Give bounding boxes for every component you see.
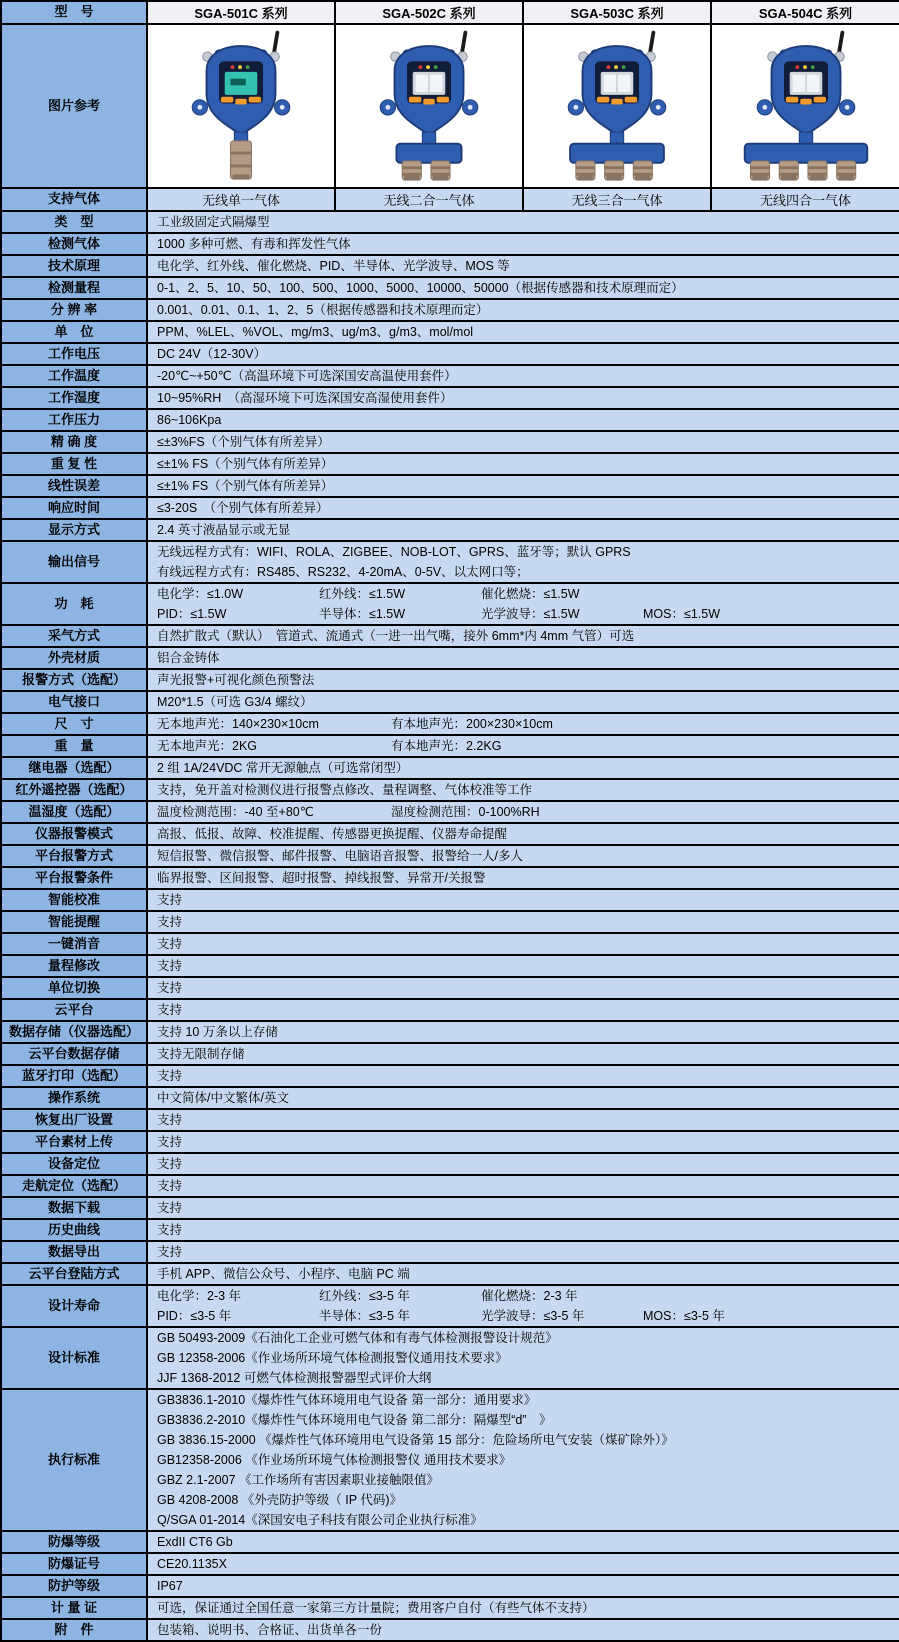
spec-row-label: 工作电压 bbox=[1, 343, 147, 365]
spec-value-segment: 包装箱、说明书、合格证、出货单各一份 bbox=[157, 1623, 383, 1637]
spec-value-segment: 支持 bbox=[157, 1003, 183, 1017]
spec-row-value bbox=[147, 1109, 899, 1131]
spec-row-label: 显示方式 bbox=[1, 519, 147, 541]
spec-value-segment: 支持 bbox=[157, 1179, 183, 1193]
supported-gas-value: 无线二合一气体 bbox=[335, 188, 523, 211]
spec-row bbox=[1, 977, 899, 999]
spec-value-segment: GB3836.2-2010《爆炸性气体环境用电气设备 第二部分：隔爆型“d” 》 bbox=[157, 1413, 552, 1427]
spec-row-label: 功 耗 bbox=[1, 583, 147, 625]
spec-row-value bbox=[147, 757, 899, 779]
spec-value-segment: 10~95%RH （高湿环境下可选深国安高湿使用套件） bbox=[157, 391, 453, 405]
spec-row-label: 工作湿度 bbox=[1, 387, 147, 409]
spec-row-value bbox=[147, 431, 899, 453]
spec-value-segment: 支持 bbox=[157, 1201, 183, 1215]
spec-row-value bbox=[147, 299, 899, 321]
spec-row-value bbox=[147, 475, 899, 497]
spec-row-label: 蓝牙打印（选配） bbox=[1, 1065, 147, 1087]
spec-row-label: 平台报警方式 bbox=[1, 845, 147, 867]
spec-row-label: 防爆证号 bbox=[1, 1553, 147, 1575]
spec-row bbox=[1, 431, 899, 453]
spec-row-value bbox=[147, 233, 899, 255]
spec-value-segment: 2.4 英寸液晶显示或无显 bbox=[157, 523, 291, 537]
spec-row-label: 设备定位 bbox=[1, 1153, 147, 1175]
spec-value-segment: 催化燃烧：≤1.5W bbox=[481, 587, 580, 601]
spec-row bbox=[1, 1553, 899, 1575]
spec-row-value bbox=[147, 1285, 899, 1327]
spec-value-segment: 电化学：≤1.0W bbox=[157, 587, 244, 601]
spec-row bbox=[1, 801, 899, 823]
spec-row bbox=[1, 1043, 899, 1065]
spec-value-segment: 电化学、红外线、催化燃烧、PID、半导体、光学波导、MOS 等 bbox=[157, 259, 510, 273]
spec-row-value bbox=[147, 541, 899, 583]
spec-row bbox=[1, 1065, 899, 1087]
image-row bbox=[1, 24, 899, 188]
spec-row bbox=[1, 735, 899, 757]
spec-value-segment: 短信报警、微信报警、邮件报警、电脑语音报警、报警给一人/多人 bbox=[157, 849, 523, 863]
spec-row-label: 响应时间 bbox=[1, 497, 147, 519]
spec-row-value bbox=[147, 343, 899, 365]
spec-row-label: 一键消音 bbox=[1, 933, 147, 955]
model-header-label: 型 号 bbox=[1, 1, 147, 24]
spec-row-value bbox=[147, 977, 899, 999]
supported-gas-label: 支持气体 bbox=[1, 188, 147, 211]
spec-row-label: 单位切换 bbox=[1, 977, 147, 999]
spec-row-value bbox=[147, 583, 899, 625]
spec-row bbox=[1, 757, 899, 779]
spec-row-value bbox=[147, 1087, 899, 1109]
spec-row bbox=[1, 299, 899, 321]
spec-value-segment: GB 3836.15-2000 《爆炸性气体环境用电气设备第 15 部分：危险场所电气安装（煤矿除外）》 bbox=[157, 1433, 674, 1447]
spec-row-label: 云平台数据存储 bbox=[1, 1043, 147, 1065]
spec-row bbox=[1, 343, 899, 365]
spec-row bbox=[1, 911, 899, 933]
spec-row-value bbox=[147, 277, 899, 299]
spec-value-segment: 支持 bbox=[157, 1135, 183, 1149]
spec-row-label: 采气方式 bbox=[1, 625, 147, 647]
spec-value-segment: 手机 APP、微信公众号、小程序、电脑 PC 端 bbox=[157, 1267, 410, 1281]
spec-row-value bbox=[147, 1553, 899, 1575]
spec-value-segment: 自然扩散式（默认） 管道式、流通式（一进一出气嘴，接外 6mm*内 4mm 气管）可选 bbox=[157, 629, 635, 643]
spec-row-label: 平台素材上传 bbox=[1, 1131, 147, 1153]
spec-value-segment: Q/SGA 01-2014《深国安电子科技有限公司企业执行标准》 bbox=[157, 1513, 483, 1527]
spec-value-segment: 支持 bbox=[157, 1223, 183, 1237]
spec-row-label: 数据存储（仪器选配） bbox=[1, 1021, 147, 1043]
spec-value-segment: 支持 bbox=[157, 915, 183, 929]
spec-row bbox=[1, 255, 899, 277]
spec-row bbox=[1, 845, 899, 867]
spec-row-value bbox=[147, 1241, 899, 1263]
spec-value-segment: 支持 bbox=[157, 1113, 183, 1127]
spec-value-segment: GB 50493-2009《石油化工企业可燃气体和有毒气体检测报警设计规范》 bbox=[157, 1331, 558, 1345]
spec-row bbox=[1, 1131, 899, 1153]
gas-detector-four-sensor-image bbox=[715, 25, 897, 182]
spec-row bbox=[1, 1597, 899, 1619]
spec-row-value bbox=[147, 999, 899, 1021]
spec-row bbox=[1, 1087, 899, 1109]
spec-value-segment: 无本地声光：2KG bbox=[157, 739, 258, 753]
spec-row bbox=[1, 1021, 899, 1043]
spec-row bbox=[1, 1531, 899, 1553]
spec-row-value bbox=[147, 1531, 899, 1553]
spec-value-segment: MOS：≤3-5 年 bbox=[643, 1309, 725, 1323]
supported-gas-value: 无线四合一气体 bbox=[711, 188, 899, 211]
spec-row-label: 防护等级 bbox=[1, 1575, 147, 1597]
spec-value-segment: 支持无限制存储 bbox=[157, 1047, 245, 1061]
spec-row bbox=[1, 1219, 899, 1241]
spec-row-value bbox=[147, 801, 899, 823]
spec-row-value bbox=[147, 713, 899, 735]
spec-row-value bbox=[147, 889, 899, 911]
spec-row bbox=[1, 955, 899, 977]
spec-row-value bbox=[147, 933, 899, 955]
spec-row-label: 类 型 bbox=[1, 211, 147, 233]
spec-value-segment: 可选，保证通过全国任意一家第三方计量院；费用客户自付（有些气体不支持） bbox=[157, 1601, 595, 1615]
image-row-label: 图片参考 bbox=[1, 24, 147, 188]
spec-row bbox=[1, 233, 899, 255]
spec-value-segment: JJF 1368-2012 可燃气体检测报警器型式评价大纲 bbox=[157, 1371, 432, 1385]
spec-row-label: 重 复 性 bbox=[1, 453, 147, 475]
spec-row bbox=[1, 387, 899, 409]
spec-value-segment: CE20.1135X bbox=[157, 1557, 227, 1571]
spec-row-value bbox=[147, 387, 899, 409]
spec-row bbox=[1, 625, 899, 647]
spec-row-value bbox=[147, 321, 899, 343]
spec-value-segment: 有本地声光：2.2KG bbox=[391, 739, 502, 753]
spec-row bbox=[1, 669, 899, 691]
spec-value-segment: 电化学：2-3 年 bbox=[157, 1289, 242, 1303]
spec-row-value bbox=[147, 823, 899, 845]
spec-row-label: 温湿度（选配） bbox=[1, 801, 147, 823]
spec-value-segment: 0-1、2、5、10、50、100、500、1000、5000、10000、50000（根据传感器和技术原理而定） bbox=[157, 281, 684, 295]
spec-row-value bbox=[147, 647, 899, 669]
spec-row bbox=[1, 1241, 899, 1263]
spec-row bbox=[1, 519, 899, 541]
model-name-sga501c: SGA-501C 系列 bbox=[147, 1, 335, 24]
model-header-row bbox=[1, 1, 899, 24]
spec-value-segment: 红外线：≤3-5 年 bbox=[319, 1289, 410, 1303]
spec-row-value bbox=[147, 1219, 899, 1241]
spec-row bbox=[1, 691, 899, 713]
spec-row-value bbox=[147, 1131, 899, 1153]
spec-value-segment: 支持，免开盖对检测仪进行报警点修改、量程调整、气体校准等工作 bbox=[157, 783, 533, 797]
spec-value-segment: 0.001、0.01、0.1、1、2、5（根据传感器和技术原理而定） bbox=[157, 303, 489, 317]
spec-value-segment: PPM、%LEL、%VOL、mg/m3、ug/m3、g/m3、mol/mol bbox=[157, 325, 474, 339]
spec-row-value bbox=[147, 1021, 899, 1043]
spec-row-value bbox=[147, 779, 899, 801]
spec-value-segment: 临界报警、区间报警、超时报警、掉线报警、异常开/关报警 bbox=[157, 871, 486, 885]
spec-row-label: 精 确 度 bbox=[1, 431, 147, 453]
spec-value-segment: 无本地声光：140×230×10cm bbox=[157, 717, 319, 731]
spec-row-label: 线性误差 bbox=[1, 475, 147, 497]
spec-row-value bbox=[147, 1327, 899, 1389]
spec-row-label: 单 位 bbox=[1, 321, 147, 343]
supported-gas-value: 无线单一气体 bbox=[147, 188, 335, 211]
spec-value-segment: ≤±1% FS（个别气体有所差异） bbox=[157, 457, 334, 471]
spec-row bbox=[1, 409, 899, 431]
spec-value-segment: GB 4208-2008 《外壳防护等级（ IP 代码)》 bbox=[157, 1493, 402, 1507]
spec-row-label: 执行标准 bbox=[1, 1389, 147, 1531]
spec-value-segment: 支持 bbox=[157, 959, 183, 973]
spec-value-segment: 催化燃烧：2-3 年 bbox=[481, 1289, 578, 1303]
spec-row bbox=[1, 583, 899, 625]
image-cell bbox=[335, 24, 523, 188]
spec-row-label: 工作温度 bbox=[1, 365, 147, 387]
spec-row-label: 检测量程 bbox=[1, 277, 147, 299]
spec-row-label: 恢复出厂设置 bbox=[1, 1109, 147, 1131]
spec-row-label: 智能提醒 bbox=[1, 911, 147, 933]
model-name-sga502c: SGA-502C 系列 bbox=[335, 1, 523, 24]
spec-row-value bbox=[147, 1043, 899, 1065]
spec-row bbox=[1, 647, 899, 669]
spec-value-segment: 湿度检测范围：0-100%RH bbox=[391, 805, 540, 819]
spec-row bbox=[1, 1109, 899, 1131]
spec-value-segment: 86~106Kpa bbox=[157, 413, 222, 427]
spec-row bbox=[1, 823, 899, 845]
spec-row-label: 设计标准 bbox=[1, 1327, 147, 1389]
spec-row-value bbox=[147, 845, 899, 867]
spec-value-segment: 2 组 1A/24VDC 常开无源触点（可选常闭型） bbox=[157, 761, 409, 775]
spec-row bbox=[1, 1619, 899, 1641]
spec-row-value bbox=[147, 519, 899, 541]
spec-row-value bbox=[147, 1065, 899, 1087]
spec-row bbox=[1, 365, 899, 387]
spec-row-label: 平台报警条件 bbox=[1, 867, 147, 889]
spec-value-segment: GB12358-2006 《作业场所环境气体检测报警仪 通用技术要求》 bbox=[157, 1453, 512, 1467]
spec-value-segment: 光学波导：≤3-5 年 bbox=[481, 1309, 585, 1323]
spec-row-value bbox=[147, 409, 899, 431]
spec-row-label: 仪器报警模式 bbox=[1, 823, 147, 845]
spec-row bbox=[1, 1197, 899, 1219]
gas-detector-single-sensor-image bbox=[150, 25, 332, 182]
spec-row-value bbox=[147, 691, 899, 713]
spec-row bbox=[1, 277, 899, 299]
spec-row-value bbox=[147, 365, 899, 387]
gas-detector-two-sensor-image bbox=[338, 25, 520, 182]
spec-row-value bbox=[147, 955, 899, 977]
spec-value-segment: 工业级固定式隔爆型 bbox=[157, 215, 270, 229]
spec-value-segment: MOS：≤1.5W bbox=[643, 607, 721, 621]
spec-row bbox=[1, 779, 899, 801]
spec-row-label: 量程修改 bbox=[1, 955, 147, 977]
spec-row bbox=[1, 1327, 899, 1389]
spec-row-value bbox=[147, 1575, 899, 1597]
spec-row bbox=[1, 1263, 899, 1285]
spec-value-segment: 半导体：≤1.5W bbox=[319, 607, 406, 621]
spec-row-value bbox=[147, 625, 899, 647]
spec-row-label: 输出信号 bbox=[1, 541, 147, 583]
spec-row bbox=[1, 713, 899, 735]
spec-value-segment: -20℃~+50℃（高温环境下可选深国安高温使用套件） bbox=[157, 369, 457, 383]
spec-row-value bbox=[147, 1153, 899, 1175]
spec-row-value bbox=[147, 1597, 899, 1619]
spec-value-segment: 红外线：≤1.5W bbox=[319, 587, 406, 601]
spec-row bbox=[1, 453, 899, 475]
spec-row-label: 继电器（选配） bbox=[1, 757, 147, 779]
spec-row-label: 计 量 证 bbox=[1, 1597, 147, 1619]
spec-row bbox=[1, 1175, 899, 1197]
spec-row-value bbox=[147, 669, 899, 691]
model-name-sga504c: SGA-504C 系列 bbox=[711, 1, 899, 24]
spec-row bbox=[1, 497, 899, 519]
spec-value-segment: GB3836.1-2010《爆炸性气体环境用电气设备 第一部分：通用要求》 bbox=[157, 1393, 537, 1407]
gas-detector-three-sensor-image bbox=[526, 25, 708, 182]
spec-value-segment: ≤±3%FS（个别气体有所差异） bbox=[157, 435, 330, 449]
spec-row-label: 分 辨 率 bbox=[1, 299, 147, 321]
image-cell bbox=[147, 24, 335, 188]
spec-row bbox=[1, 889, 899, 911]
spec-value-segment: 支持 bbox=[157, 937, 183, 951]
model-name-sga503c: SGA-503C 系列 bbox=[523, 1, 711, 24]
spec-value-segment: 1000 多种可燃、有毒和挥发性气体 bbox=[157, 237, 351, 251]
spec-row bbox=[1, 321, 899, 343]
spec-row-label: 智能校准 bbox=[1, 889, 147, 911]
spec-value-segment: 有线远程方式有：RS485、RS232、4-20mA、0-5V、以太网口等； bbox=[157, 565, 529, 579]
spec-row-label: 工作压力 bbox=[1, 409, 147, 431]
spec-value-segment: 光学波导：≤1.5W bbox=[481, 607, 580, 621]
supported-gas-value: 无线三合一气体 bbox=[523, 188, 711, 211]
spec-value-segment: 有本地声光：200×230×10cm bbox=[391, 717, 553, 731]
spec-value-segment: 中文简体/中文繁体/英文 bbox=[157, 1091, 289, 1105]
spec-row bbox=[1, 999, 899, 1021]
spec-value-segment: 半导体：≤3-5 年 bbox=[319, 1309, 410, 1323]
spec-row-label: 数据导出 bbox=[1, 1241, 147, 1263]
spec-rows-body bbox=[1, 211, 899, 1641]
spec-value-segment: GBZ 2.1-2007 《工作场所有害因素职业接触限值》 bbox=[157, 1473, 439, 1487]
spec-row-label: 外壳材质 bbox=[1, 647, 147, 669]
spec-row-label: 设计寿命 bbox=[1, 1285, 147, 1327]
spec-row bbox=[1, 1575, 899, 1597]
spec-row-label: 检测气体 bbox=[1, 233, 147, 255]
spec-row-value bbox=[147, 497, 899, 519]
spec-row-label: 技术原理 bbox=[1, 255, 147, 277]
spec-row bbox=[1, 867, 899, 889]
spec-row bbox=[1, 1153, 899, 1175]
spec-row-value bbox=[147, 255, 899, 277]
spec-value-segment: PID：≤1.5W bbox=[157, 607, 227, 621]
spec-row-value bbox=[147, 1263, 899, 1285]
spec-row-label: 尺 寸 bbox=[1, 713, 147, 735]
spec-row bbox=[1, 541, 899, 583]
spec-row bbox=[1, 933, 899, 955]
spec-row-value bbox=[147, 1197, 899, 1219]
spec-row-label: 附 件 bbox=[1, 1619, 147, 1641]
spec-value-segment: 声光报警+可视化颜色预警法 bbox=[157, 673, 315, 687]
spec-row-value bbox=[147, 211, 899, 233]
spec-value-segment: 支持 bbox=[157, 1245, 183, 1259]
spec-value-segment: 支持 bbox=[157, 893, 183, 907]
spec-row-value bbox=[147, 911, 899, 933]
spec-row bbox=[1, 211, 899, 233]
spec-value-segment: ≤3-20S （个别气体有所差异） bbox=[157, 501, 329, 515]
spec-row-label: 红外遥控器（选配） bbox=[1, 779, 147, 801]
spec-row bbox=[1, 475, 899, 497]
spec-value-segment: PID：≤3-5 年 bbox=[157, 1309, 232, 1323]
spec-value-segment: ≤±1% FS（个别气体有所差异） bbox=[157, 479, 334, 493]
spec-row-value bbox=[147, 867, 899, 889]
spec-value-segment: 支持 bbox=[157, 1069, 183, 1083]
spec-value-segment: 温度检测范围：-40 至+80℃ bbox=[157, 805, 314, 819]
spec-row-value bbox=[147, 1175, 899, 1197]
spec-value-segment: 无线远程方式有：WIFI、ROLA、ZIGBEE、NOB-LOT、GPRS、蓝牙等；默认 GPRS bbox=[157, 545, 631, 559]
spec-row-label: 云平台登陆方式 bbox=[1, 1263, 147, 1285]
spec-row-label: 报警方式（选配） bbox=[1, 669, 147, 691]
spec-row-label: 重 量 bbox=[1, 735, 147, 757]
spec-row-label: 云平台 bbox=[1, 999, 147, 1021]
spec-row-label: 操作系统 bbox=[1, 1087, 147, 1109]
spec-value-segment: 支持 bbox=[157, 1157, 183, 1171]
spec-row bbox=[1, 1285, 899, 1327]
spec-value-segment: M20*1.5（可选 G3/4 螺纹） bbox=[157, 695, 313, 709]
spec-row bbox=[1, 1389, 899, 1531]
spec-value-segment: IP67 bbox=[157, 1579, 183, 1593]
spec-value-segment: 支持 10 万条以上存储 bbox=[157, 1025, 278, 1039]
spec-row-label: 历史曲线 bbox=[1, 1219, 147, 1241]
spec-value-segment: 铝合金铸体 bbox=[157, 651, 220, 665]
spec-value-segment: DC 24V（12-30V） bbox=[157, 347, 267, 361]
spec-value-segment: ExdII CT6 Gb bbox=[157, 1535, 233, 1549]
spec-row-value bbox=[147, 453, 899, 475]
spec-row-label: 防爆等级 bbox=[1, 1531, 147, 1553]
spec-value-segment: 高报、低报、故障、校准提醒、传感器更换提醒、仪器寿命提醒 bbox=[157, 827, 508, 841]
spec-row-label: 数据下载 bbox=[1, 1197, 147, 1219]
spec-row-value bbox=[147, 1619, 899, 1641]
spec-value-segment: GB 12358-2006《作业场所环境气体检测报警仪通用技术要求》 bbox=[157, 1351, 508, 1365]
spec-row-value bbox=[147, 1389, 899, 1531]
spec-row-label: 电气接口 bbox=[1, 691, 147, 713]
image-cell bbox=[711, 24, 899, 188]
spec-row-value bbox=[147, 735, 899, 757]
spec-row-label: 走航定位（选配） bbox=[1, 1175, 147, 1197]
supported-gas-row bbox=[1, 188, 899, 211]
spec-value-segment: 支持 bbox=[157, 981, 183, 995]
image-cell bbox=[523, 24, 711, 188]
